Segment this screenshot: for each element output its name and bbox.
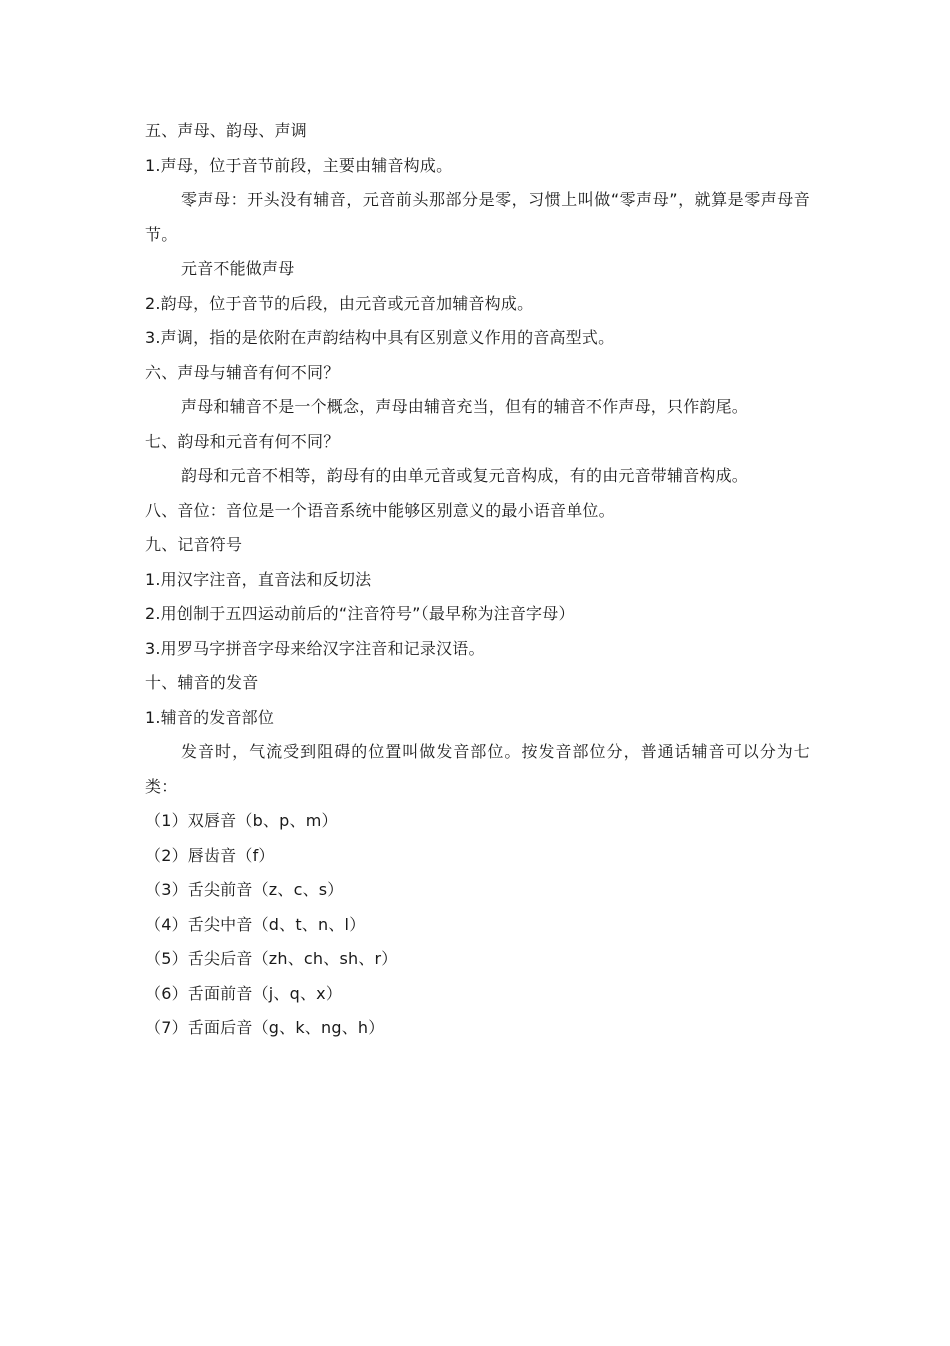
list-item: （5）舌尖后音（zh、ch、sh、r）: [145, 949, 398, 968]
paragraph-zero-initial: 零声母：开头没有辅音，元音前头那部分是零，习惯上叫做“零声母”，就算是零声母音节。: [145, 190, 810, 244]
text-line: 2.用创制于五四运动前后的“注音符号”（最早称为注音字母）: [145, 604, 575, 623]
section-heading-6: 六、声母与辅音有何不同？: [145, 362, 340, 382]
section-heading-8: 八、音位：音位是一个语音系统中能够区别意义的最小语音单位。: [145, 500, 615, 520]
text-line: 3.用罗马字拼音字母来给汉字注音和记录汉语。: [145, 638, 485, 658]
text-line: 元音不能做声母: [181, 259, 295, 278]
section-heading-10: 十、辅音的发音: [145, 673, 259, 692]
text-line: 声母和辅音不是一个概念，声母由辅音充当，但有的辅音不作声母，只作韵尾。: [181, 397, 749, 416]
section-heading-7: 七、韵母和元音有何不同？: [145, 431, 340, 451]
document-body: [145, 114, 810, 1046]
paragraph-articulation: 发音时，气流受到阻碍的位置叫做发音部位。按发音部位分，普通话辅音可以分为七类：: [145, 742, 810, 796]
section-heading-9: 九、记音符号: [145, 535, 243, 554]
list-item: （7）舌面后音（g、k、ng、h）: [145, 1018, 385, 1037]
text-line: 1.声母，位于音节前段，主要由辅音构成。: [145, 155, 453, 175]
text-line: 2.韵母，位于音节的后段，由元音或元音加辅音构成。: [145, 293, 534, 313]
section-heading-5: 五、声母、韵母、声调: [145, 121, 308, 140]
list-item: （4）舌尖中音（d、t、n、l）: [145, 914, 366, 934]
text-line: 3.声调，指的是依附在声韵结构中具有区别意义作用的音高型式。: [145, 328, 615, 347]
text-line: 1.用汉字注音，直音法和反切法: [145, 569, 372, 589]
text-line: 1.辅音的发音部位: [145, 707, 275, 727]
list-item: （2）唇齿音（f）: [145, 845, 275, 865]
text-line: 韵母和元音不相等，韵母有的由单元音或复元音构成，有的由元音带辅音构成。: [181, 466, 749, 485]
list-item: （6）舌面前音（j、q、x）: [145, 983, 343, 1003]
list-item: （1）双唇音（b、p、m）: [145, 811, 338, 830]
list-item: （3）舌尖前音（z、c、s）: [145, 880, 344, 899]
